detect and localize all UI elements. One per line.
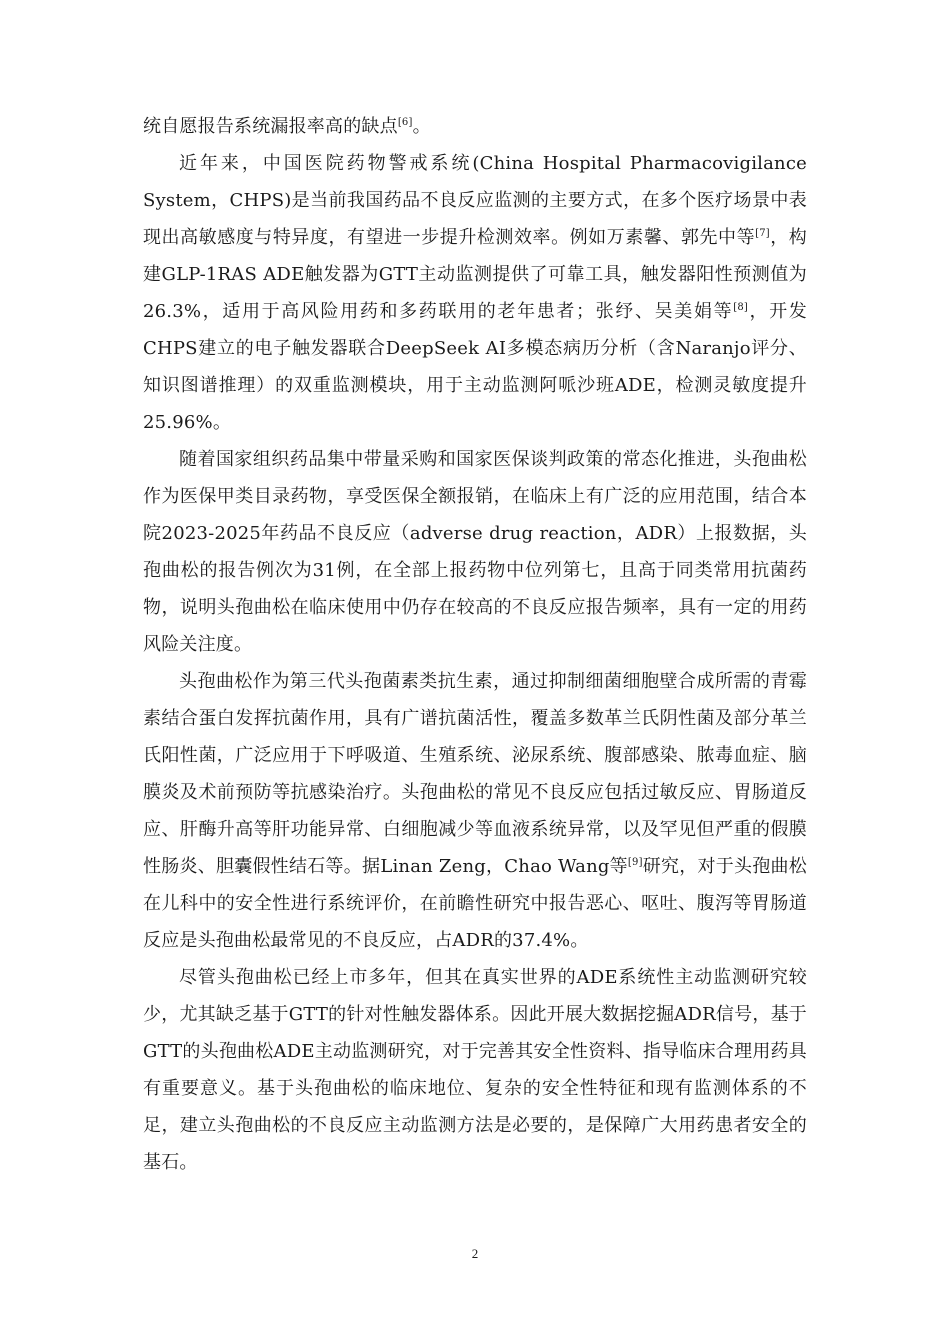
- text-run: ，构建GLP-1RAS ADE触发器为GTT主动监测提供了可靠工具，触发器阳性预测值为26.3%，适用于高风险用药和多药联用的老年患者；张纾、吴美娟等: [143, 227, 807, 322]
- paragraph-5: [143, 959, 807, 1181]
- text-run: 近年来，中国医院药物警戒系统(China Hospital Pharmacovigilance System，CHPS)是当前我国药品不良反应监测的主要方式，在多个医疗场景中表现出高敏感度与特异度，有望进一步提升检测效率。例如万素馨、郭先中等: [143, 153, 807, 248]
- text-run: 随着国家组织药品集中带量采购和国家医保谈判政策的常态化推进，头孢曲松作为医保甲类目录药物，享受医保全额报销，在临床上有广泛的应用范围，结合本院2023-2025年药品不良反应（adverse drug reaction，ADR）上报数据，头孢曲松的报告例次为31例，在全部上报药物中位列第七，且高于同类常用抗菌药物，说明头孢曲松在临床使用中仍存在较高的不良反应报告频率，具有一定的用药风险关注度。: [143, 449, 807, 655]
- citation-ref: [9]: [627, 857, 643, 868]
- text-run: ，开发CHPS建立的电子触发器联合DeepSeek AI多模态病历分析（含Naranjo评分、知识图谱推理）的双重监测模块，用于主动监测阿哌沙班ADE，检测灵敏度提升25.96%。: [143, 301, 807, 433]
- text-run: 研究，对于头孢曲松在儿科中的安全性进行系统评价，在前瞻性研究中报告恶心、呕吐、腹泻等胃肠道反应是头孢曲松最常见的不良反应，占ADR的37.4%。: [143, 856, 807, 951]
- text-run: 。: [412, 116, 431, 137]
- citation-ref: [8]: [733, 302, 749, 313]
- paragraph-3: [143, 441, 807, 663]
- text-run: 尽管头孢曲松已经上市多年，但其在真实世界的ADE系统性主动监测研究较少，尤其缺乏基于GTT的针对性触发器体系。因此开展大数据挖掘ADR信号，基于GTT的头孢曲松ADE主动监测研究，对于完善其安全性资料、指导临床合理用药具有重要意义。基于头孢曲松的临床地位、复杂的安全性特征和现有监测体系的不足，建立头孢曲松的不良反应主动监测方法是必要的，是保障广大用药患者安全的基石。: [143, 967, 807, 1173]
- page-number: 2: [471, 1246, 479, 1261]
- document-body: [143, 108, 807, 1181]
- citation-ref: [6]: [397, 117, 413, 128]
- paragraph-1: [143, 108, 807, 145]
- text-run: 统自愿报告系统漏报率高的缺点: [143, 116, 398, 137]
- citation-ref: [7]: [755, 228, 770, 239]
- paragraph-2: [143, 145, 807, 441]
- text-run: 头孢曲松作为第三代头孢菌素类抗生素，通过抑制细菌细胞壁合成所需的青霉素结合蛋白发挥抗菌作用，具有广谱抗菌活性，覆盖多数革兰氏阴性菌及部分革兰氏阳性菌，广泛应用于下呼吸道、生殖系统、泌尿系统、腹部感染、脓毒血症、脑膜炎及术前预防等抗感染治疗。头孢曲松的常见不良反应包括过敏反应、胃肠道反应、肝酶升高等肝功能异常、白细胞减少等血液系统异常，以及罕见但严重的假膜性肠炎、胆囊假性结石等。据Linan Zeng，Chao Wang等: [143, 671, 807, 877]
- paragraph-4: [143, 663, 807, 959]
